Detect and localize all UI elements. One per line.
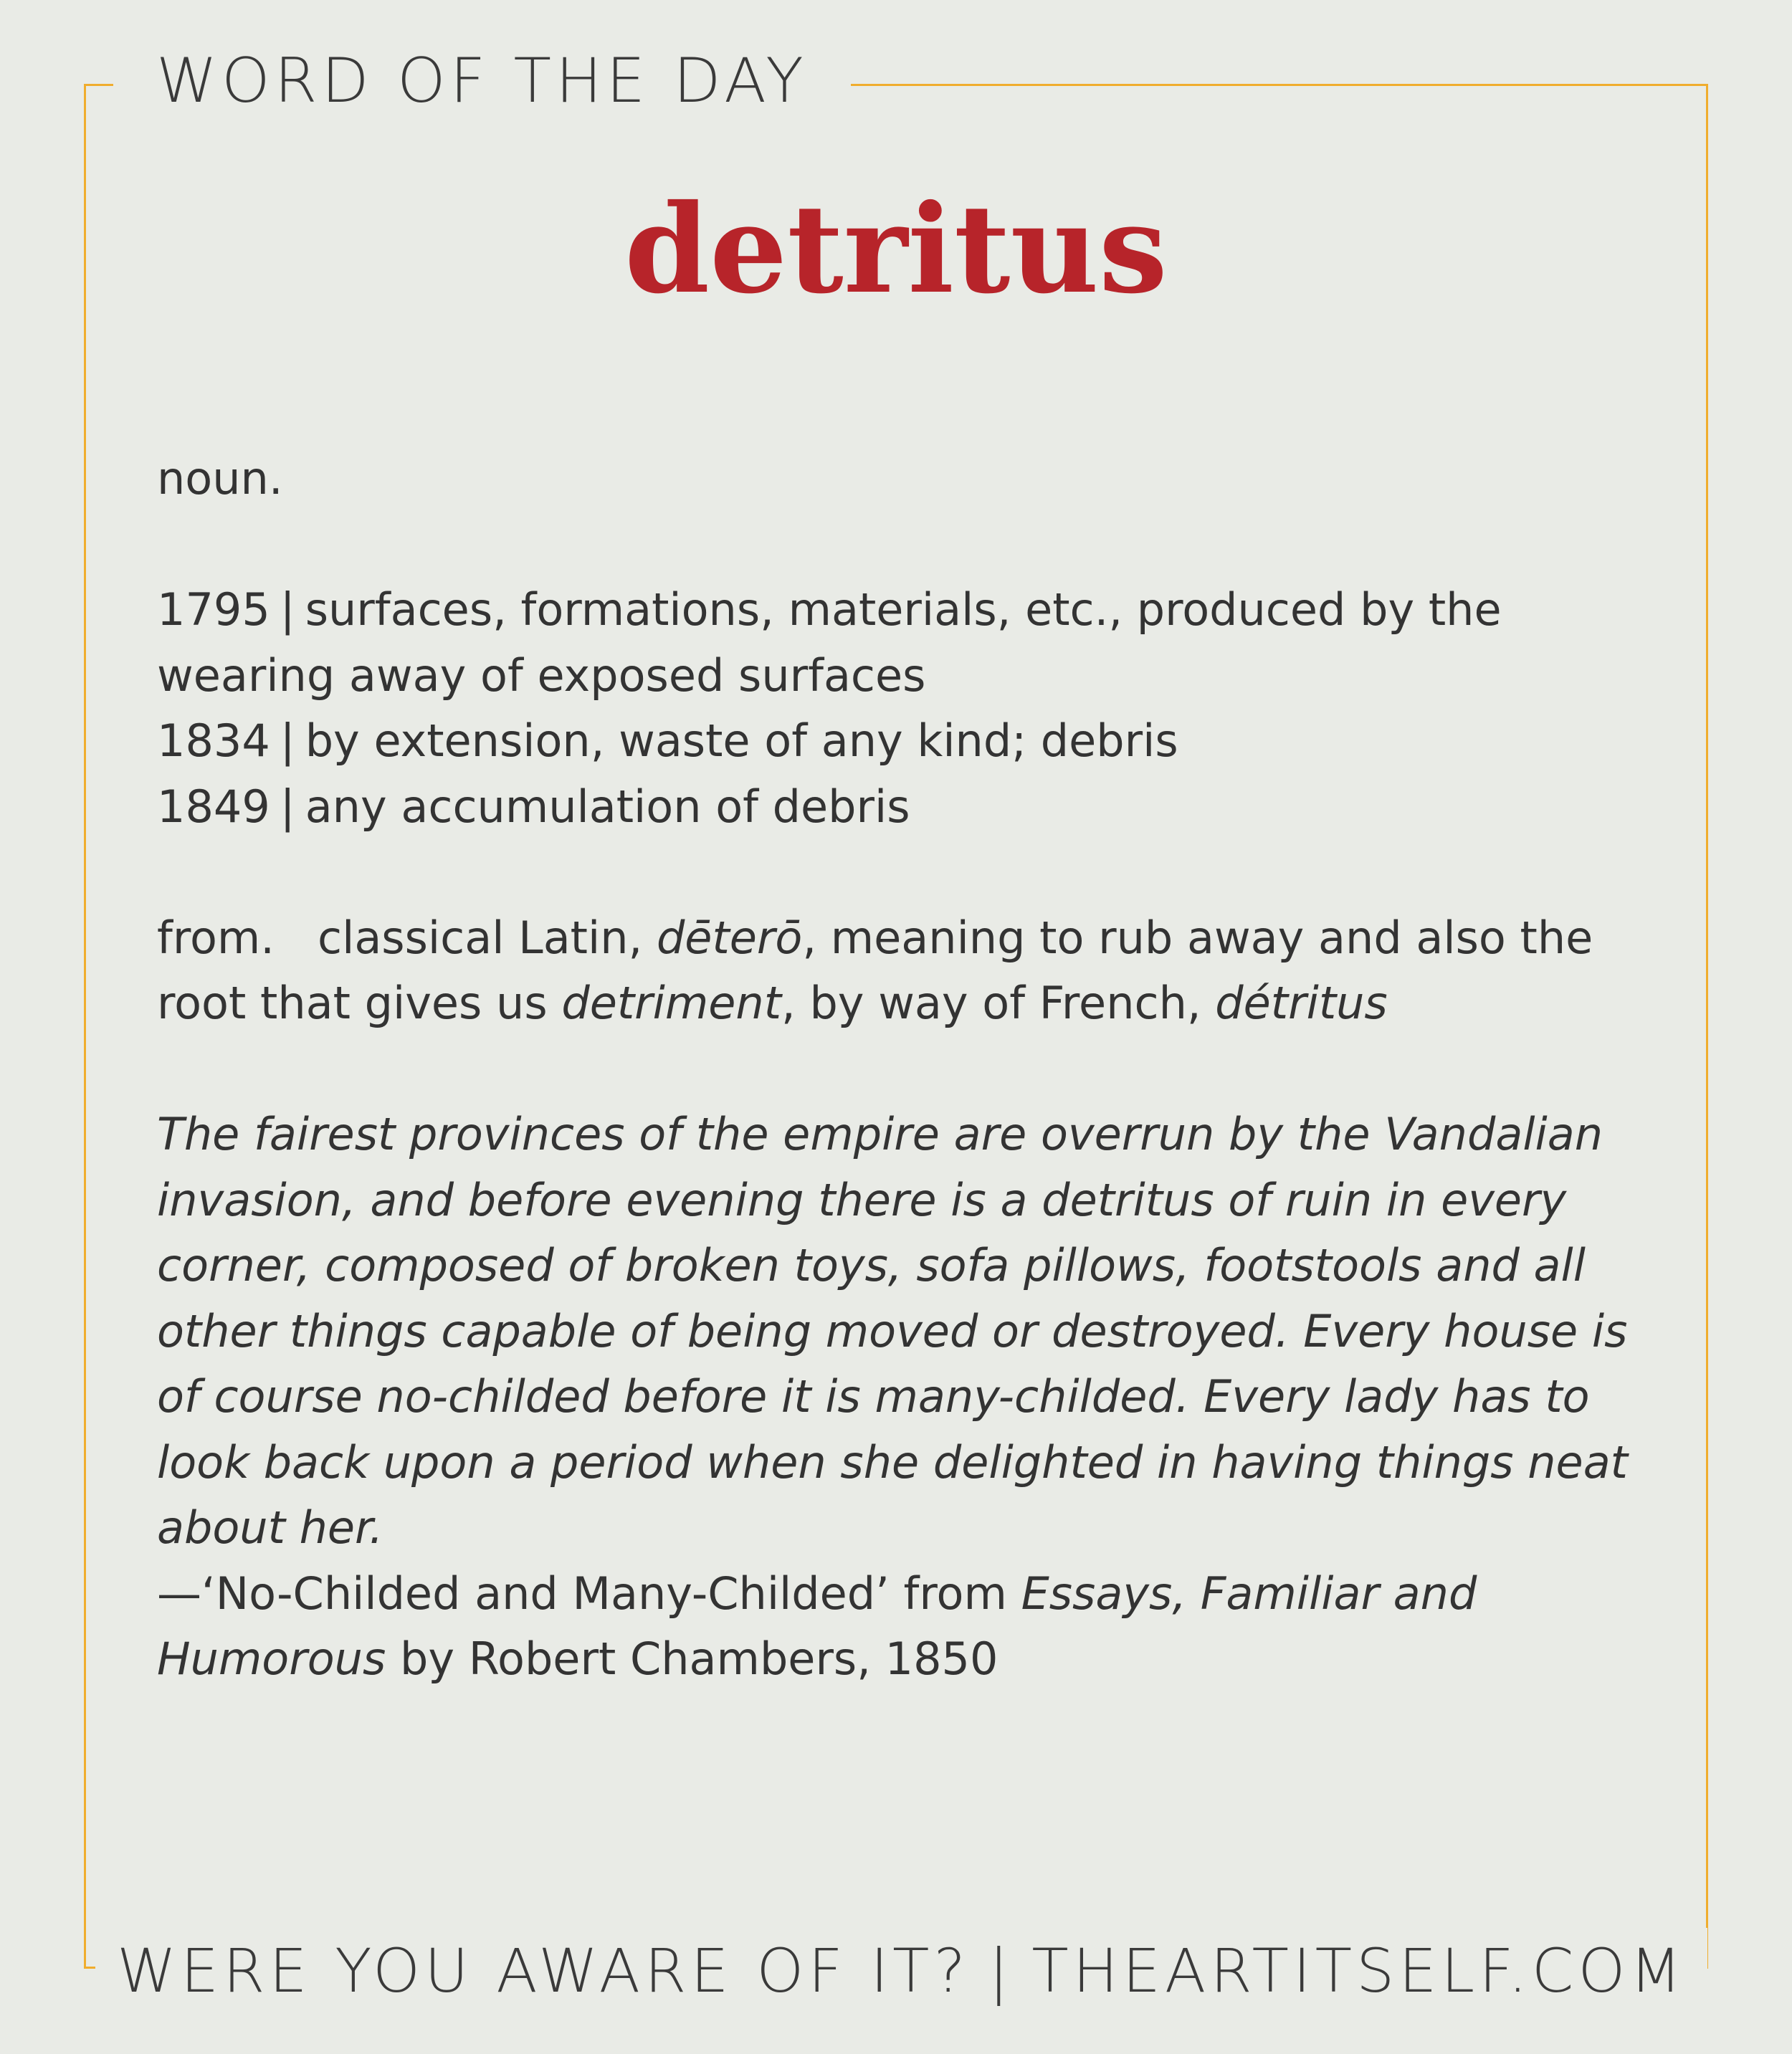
quote-attribution: [157, 1561, 1634, 1692]
definition-separator: |: [280, 715, 295, 767]
spacer: [157, 839, 1634, 905]
attribution-prefix: —‘No-Childed and Many-Childed’ from: [157, 1567, 1021, 1620]
definition-separator: |: [280, 583, 295, 636]
quote-text: [157, 1102, 1634, 1561]
definition-year: 1849: [157, 780, 270, 833]
etymology-text: classical Latin,: [318, 911, 657, 964]
definition-year: 1795: [157, 583, 270, 636]
etymology-text: , by way of French,: [781, 977, 1216, 1029]
definition-text: surfaces, formations, materials, etc., produced by the wearing away of exposed surfaces: [157, 583, 1502, 702]
etymology: [157, 905, 1634, 1036]
definition-text: any accumulation of debris: [305, 780, 910, 833]
entry-content: [157, 446, 1634, 1692]
attribution-book-title: Essays, Familiar and Humorous: [157, 1567, 1477, 1685]
spacer: [157, 512, 1634, 578]
etymology-latin-word: dēterō: [656, 911, 803, 964]
definition-text: by extension, waste of any kind; debris: [305, 715, 1178, 767]
definition-3: [157, 774, 1634, 840]
footer-divider: |: [988, 1936, 1014, 2006]
part-of-speech: noun.: [157, 452, 283, 505]
footer-site-link[interactable]: THEARTITSELF.COM: [1031, 1936, 1686, 2006]
definition-1: [157, 577, 1634, 708]
footer: [95, 1928, 1697, 2014]
etymology-related-word: detriment: [561, 977, 782, 1029]
word-of-the-day-label: WORD OF THE DAY: [113, 42, 851, 120]
etymology-text: , meaning to rub away and also the root that gives us: [157, 911, 1593, 1029]
footer-inner: [95, 1928, 1707, 2014]
headword: detritus: [624, 178, 1168, 321]
etymology-french-word: détritus: [1215, 977, 1388, 1029]
etymology-label: from.: [157, 911, 275, 964]
attribution-suffix: by Robert Chambers, 1850: [386, 1633, 999, 1685]
footer-question: WERE YOU AWARE OF IT?: [117, 1936, 971, 2006]
definition-2: [157, 708, 1634, 774]
definition-separator: |: [280, 780, 295, 833]
quote-body: The fairest provinces of the empire are overrun by the Vandalian invasion, and before evening there is a detritus of ruin in every corner, composed of broken toys, sofa pillows, footstools and all other things capable of being moved or destroyed. Every house is of course no-childed before it is many-childed. Every lady has to look back upon a period when she delighted in having things neat about her.: [157, 1108, 1628, 1554]
spacer: [157, 1036, 1634, 1102]
definition-year: 1834: [157, 715, 270, 767]
